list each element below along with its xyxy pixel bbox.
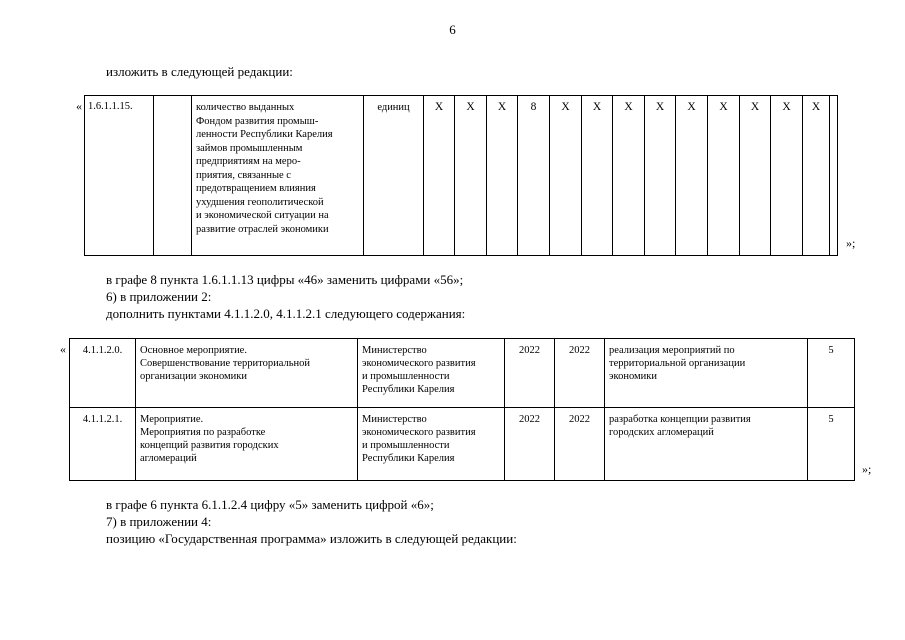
description-line: количество выданных (196, 102, 295, 113)
description-line: ухудшения геополитической (196, 196, 324, 208)
name-line: Основное мероприятие. (140, 345, 247, 356)
page-number: 6 (449, 22, 456, 37)
value-cell: Х (676, 96, 708, 256)
amendment-text: позицию «Государственная программа» изложить в следующей редакции: (106, 531, 517, 546)
value-cell: 8 (518, 96, 550, 256)
executor-line: и промышленности (362, 440, 450, 451)
name-line: Совершенствование территориальной (140, 358, 311, 369)
intro-text: изложить в следующей редакции: (106, 64, 293, 79)
value-cell: Х (455, 96, 487, 256)
name-line: Мероприятия по разработке (140, 427, 266, 438)
executor-line: Министерство (362, 414, 427, 425)
result-line: территориальной организации (609, 358, 746, 369)
result-line: разработка концепции развития (609, 414, 751, 425)
appendix-heading: 6) в приложении 2: (106, 289, 212, 304)
table1-open-quote: « (76, 99, 82, 113)
table-row (70, 408, 855, 481)
description-line: Фондом развития промыш- (196, 115, 319, 127)
year-start: 2022 (505, 339, 555, 408)
name-line: агломераций (140, 453, 197, 464)
indicator-table (84, 95, 838, 256)
executor (358, 408, 505, 481)
executor-line: экономического развития (362, 358, 476, 369)
trailing-cell (830, 96, 838, 256)
measures-table (69, 338, 855, 481)
row-number: 4.1.1.2.0. (70, 339, 136, 408)
target-value: 5 (808, 339, 855, 408)
measure-name (136, 339, 358, 408)
table2-open-quote: « (60, 342, 66, 356)
unit-cell: единиц (364, 96, 424, 256)
target-value: 5 (808, 408, 855, 481)
table1-close-quote: »; (846, 236, 856, 250)
executor-line: Республики Карелия (362, 453, 455, 464)
amendment-text: в графе 8 пункта 1.6.1.1.13 цифры «46» заменить цифрами «56»; (106, 272, 464, 287)
value-cell: Х (550, 96, 582, 256)
description-line: займов промышленным (196, 142, 303, 154)
value-cell: Х (708, 96, 740, 256)
name-line: организации экономики (140, 371, 247, 382)
blank-cell (154, 96, 192, 256)
amendment-text: дополнить пунктами 4.1.1.2.0, 4.1.1.2.1 следующего содержания: (106, 306, 466, 321)
indicator-description (192, 96, 364, 256)
year-start: 2022 (505, 408, 555, 481)
table2-close-quote: »; (862, 462, 872, 476)
amendment-text: в графе 6 пункта 6.1.1.2.4 цифру «5» заменить цифрой «6»; (106, 497, 434, 512)
year-end: 2022 (555, 339, 605, 408)
description-line: ленности Республики Карелия (196, 129, 333, 140)
description-line: приятия, связанные с (196, 169, 291, 181)
value-cell: Х (613, 96, 645, 256)
description-line: предотвращением влияния (196, 183, 316, 194)
value-cell: Х (803, 96, 830, 256)
executor-line: Министерство (362, 345, 427, 356)
value-cell: Х (424, 96, 455, 256)
result-line: экономики (609, 371, 657, 382)
value-cell: Х (740, 96, 771, 256)
value-cell: Х (582, 96, 613, 256)
executor-line: Республики Карелия (362, 384, 455, 395)
appendix-heading: 7) в приложении 4: (106, 514, 212, 529)
executor (358, 339, 505, 408)
table-row (70, 339, 855, 408)
row-number: 4.1.1.2.1. (70, 408, 136, 481)
table-row (85, 96, 838, 256)
executor-line: экономического развития (362, 427, 476, 438)
description-line: и экономической ситуации на (196, 210, 329, 221)
name-line: Мероприятие. (140, 414, 204, 425)
expected-result (605, 408, 808, 481)
description-line: развитие отраслей экономики (196, 223, 329, 235)
result-line: реализация мероприятий по (609, 345, 735, 356)
value-cell: Х (487, 96, 518, 256)
row-number: 1.6.1.1.15. (85, 96, 154, 256)
value-cell: Х (771, 96, 803, 256)
value-cell: Х (645, 96, 676, 256)
year-end: 2022 (555, 408, 605, 481)
expected-result (605, 339, 808, 408)
name-line: концепций развития городских (140, 440, 279, 451)
result-line: городских агломераций (609, 427, 714, 438)
measure-name (136, 408, 358, 481)
executor-line: и промышленности (362, 371, 450, 382)
description-line: предприятиям на меро- (196, 156, 301, 167)
